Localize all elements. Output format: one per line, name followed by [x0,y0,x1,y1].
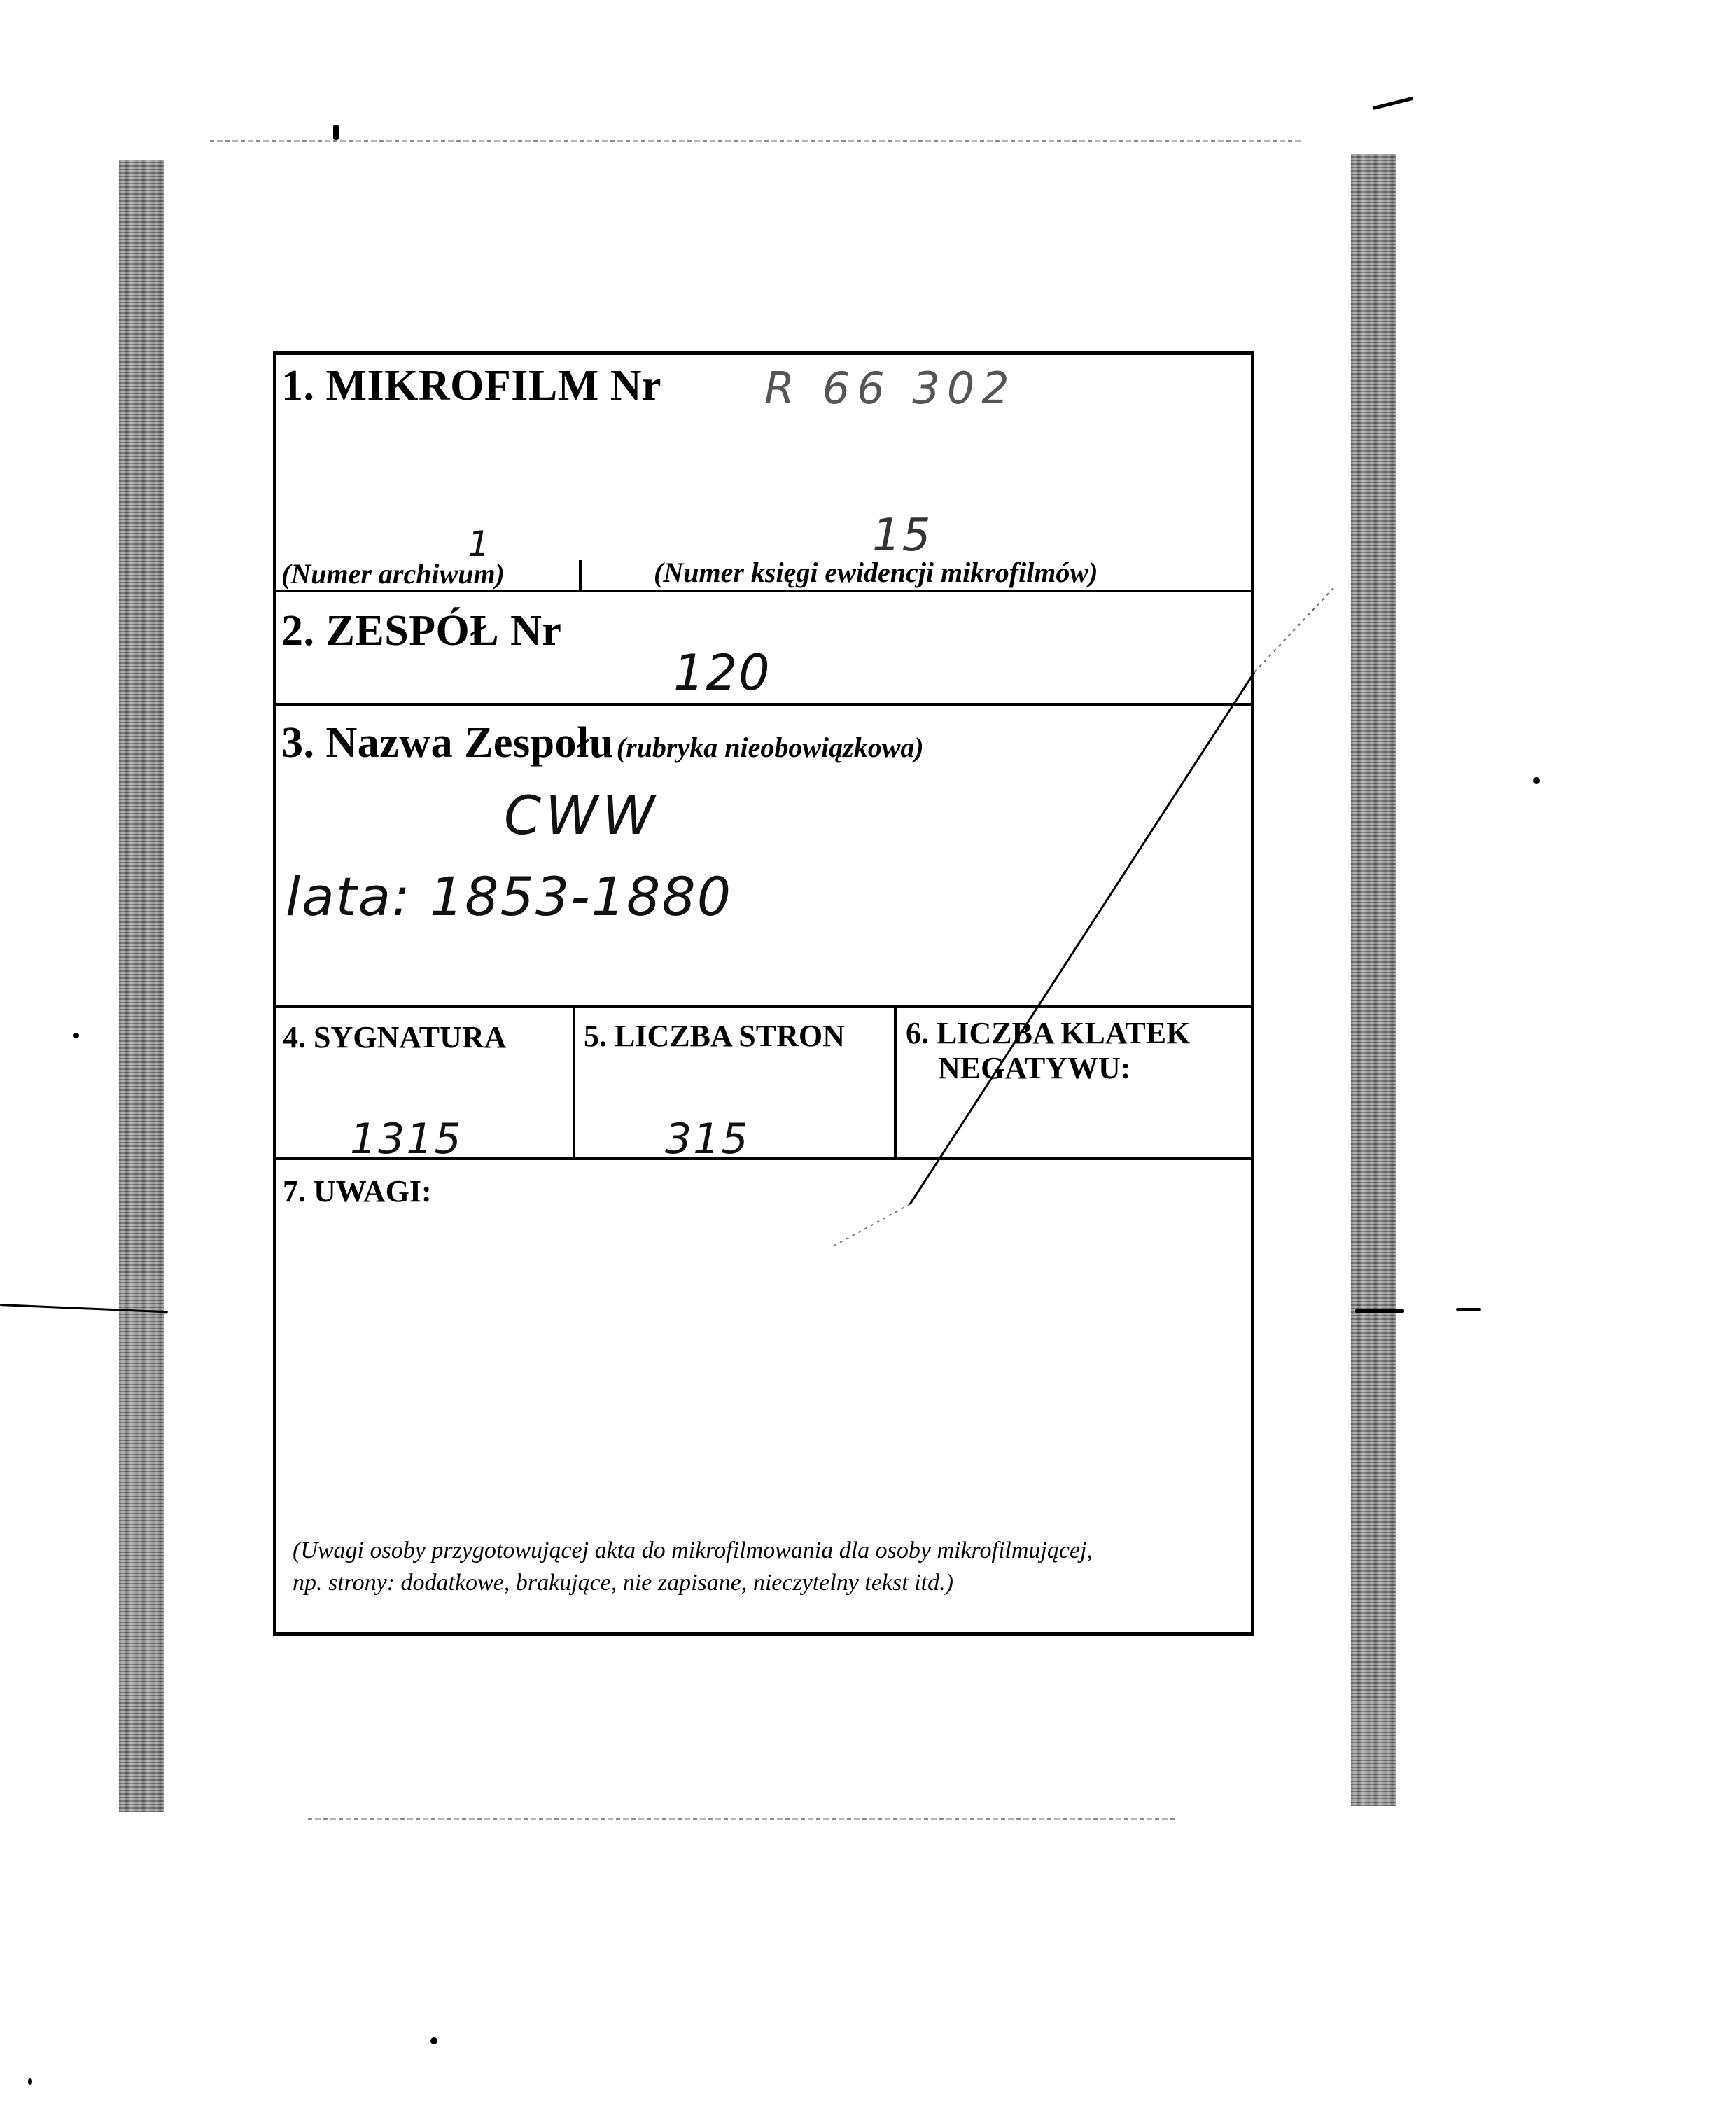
fonds-name-handwritten: CWW [504,784,659,846]
fonds-number-handwritten: 120 [673,644,771,702]
ledger-number-label: (Numer księgi ewidencji mikrofilmów) [654,557,1098,588]
page-count-label: 5. LICZBA STRON [584,1019,845,1053]
fonds-name-label: 3. Nazwa Zespołu [281,719,614,767]
microfilm-number-handwritten: R 66 302 [764,363,1016,414]
remarks-label: 7. UWAGI: [283,1174,432,1208]
fonds-number-label: 2. ZESPÓŁ Nr [281,607,562,655]
fonds-years-handwritten: lata: 1853-1880 [286,865,733,928]
signature-label: 4. SYGNATURA [283,1020,507,1054]
ledger-number-handwritten: 15 [872,510,932,562]
frame-count-label-line1: 6. LICZBA KLATEK [906,1016,1191,1050]
microfilm-label: 1. MIKROFILM Nr [281,362,662,410]
signature-handwritten: 1315 [350,1115,463,1164]
remarks-footnote-line2: np. strony: dodatkowe, brakujące, nie zapisane, nieczytelny tekst itd.) [293,1570,953,1596]
archive-number-handwritten: 1 [468,524,491,564]
fonds-name-note: (rubryka nieobowiązkowa) [616,732,924,763]
archive-number-label: (Numer archiwum) [281,558,505,590]
frame-count-label-line2: NEGATYWU: [938,1051,1131,1085]
page-count-handwritten: 315 [665,1115,750,1164]
remarks-footnote-line1: (Uwagi osoby przygotowującej akta do mikrofilmowania dla osoby mikrofilmującej, [293,1538,1093,1563]
